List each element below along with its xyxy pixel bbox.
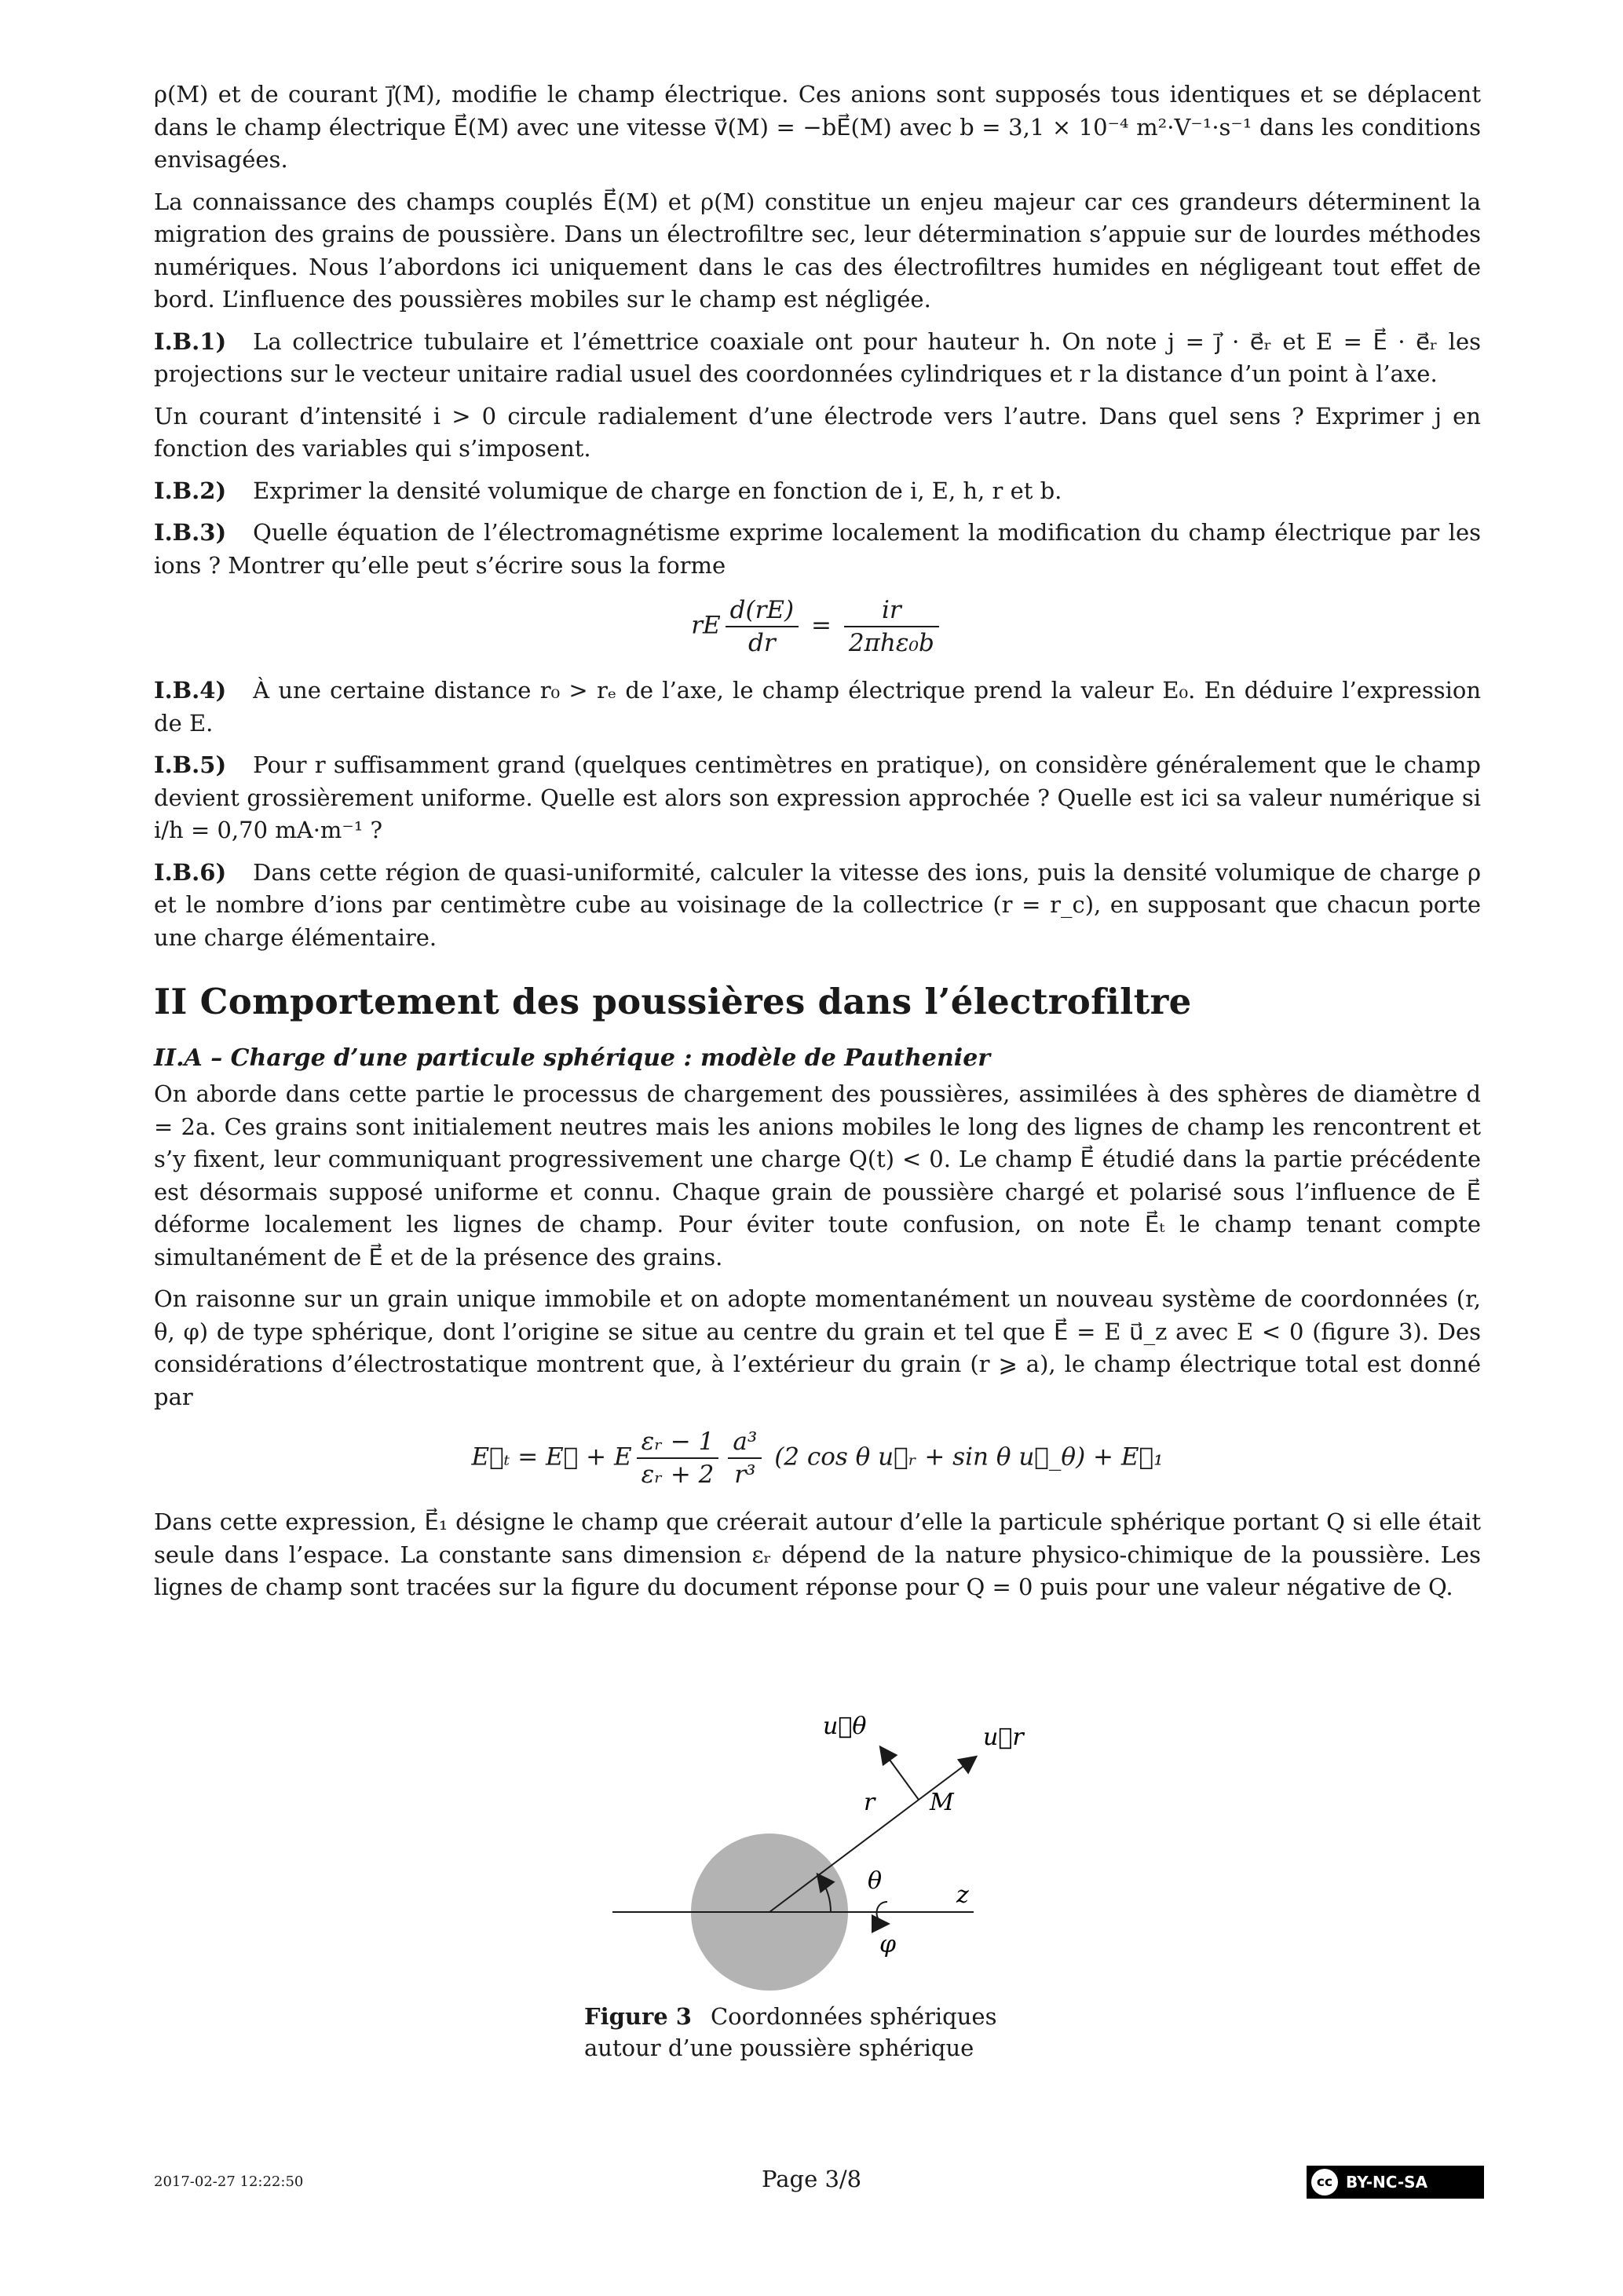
question-ib6: [154, 857, 1481, 955]
question-text: Quelle équation de l’électromagnétisme exprime localement la modification du champ électrique par les ions ? Montrer qu’elle peut s’écrire sous la forme: [154, 519, 1481, 579]
question-ib1: [154, 326, 1481, 391]
label-u-theta: u⃗θ: [823, 1713, 867, 1740]
label-theta: θ: [868, 1867, 883, 1895]
paragraph-iia-2: On raisonne sur un grain unique immobile et on adopte momentanément un nouveau système de coordonnées (r, θ, φ) de type sphérique, dont l’origine se situe au centre du grain et tel que E⃗ = E u⃗_z avec E < 0 (figure 3). Des considérations d’électrostatique montrent que, à l’extérieur du grain (r ⩾ a), le champ électrique total est donné par: [154, 1285, 1481, 1410]
equation-fraction: [844, 596, 939, 657]
section-title: II Comportement des poussières dans l’électrofiltre: [154, 981, 1192, 1022]
subsection-title: II.A – Charge d’une particule sphérique : modèle de Pauthenier: [154, 1044, 991, 1072]
label-phi: φ: [879, 1931, 897, 1958]
paragraph-iia-1: On aborde dans cette partie le processus de chargement des poussières, assimilées à des sphères de diamètre d = 2a. Ces grains sont initialement neutres mais les anions mobiles le long des lignes de champ les rencontrent et s’y fixent, leur communiquant progressivement une charge Q(t) < 0. Le champ E⃗ étudié dans la partie précédente est désormais supposé uniforme et connu. Chaque grain de poussière chargé et polarisé sous l’influence de E⃗ déforme localement les lignes de champ. Pour éviter toute confusion, on note E⃗ₜ le champ tenant compte simultanément de E⃗ et de la présence des grains.: [154, 1080, 1481, 1270]
question-text: La collectrice tubulaire et l’émettrice coaxiale ont pour hauteur h. On note j = j⃗ · e⃗ᵣ et E = E⃗ · e⃗ᵣ les projections sur le vecteur unitaire radial usuel des coordonnées cylindriques et r la distance d’un point à l’axe.: [154, 327, 1481, 387]
label-M: M: [930, 1789, 954, 1816]
page-content: [154, 79, 1481, 1614]
paragraph-intro-2: La connaissance des champs couplés E⃗(M) et ρ(M) constitue un enjeu majeur car ces grandeurs déterminent la migration des grains de poussière. Dans un électrofiltre sec, leur détermination s’appuie sur de lourdes méthodes numériques. Nous l’abordons ici uniquement dans le cas des électrofiltres humides en négligeant tout effet de bord. L’influence des poussières mobiles sur le champ est négligée.: [154, 188, 1481, 313]
footer-page-number: Page 3/8: [762, 2166, 862, 2192]
question-label: I.B.1): [154, 327, 227, 355]
equation-term: rE: [691, 611, 721, 640]
caption-label: Figure 3: [584, 2003, 692, 2030]
paragraph-intro-1: ρ(M) et de courant j⃗(M), modifie le champ électrique. Ces anions sont supposés tous identiques et se déplacent dans le champ électrique E⃗(M) avec une vitesse v⃗(M) = −bE⃗(M) avec b = 3,1 × 10⁻⁴ m²·V⁻¹·s⁻¹ dans les conditions envisagées.: [154, 81, 1481, 173]
equation-fraction: [726, 596, 799, 657]
question-text: Pour r suffisamment grand (quelques centimètres en pratique), on considère généralement que le champ devient grossièrement uniforme. Quelle est alors son expression approchée ? Quelle est ici sa valeur numérique si i/h = 0,70 mA·m⁻¹ ?: [154, 751, 1481, 843]
question-ib1-continued: Un courant d’intensité i > 0 circule radialement d’une électrode vers l’autre. Dans quel sens ? Exprimer j en fonction des variables qui s’imposent.: [154, 402, 1481, 462]
footer-timestamp: 2017-02-27 12:22:50: [154, 2174, 304, 2190]
fraction-numerator: εᵣ − 1: [637, 1428, 719, 1459]
question-label: I.B.2): [154, 477, 227, 504]
question-label: I.B.4): [154, 677, 227, 704]
figure-caption: [584, 2001, 1071, 2064]
question-ib5: [154, 749, 1481, 847]
cc-icon: cc: [1311, 2169, 1338, 2195]
question-ib4: [154, 675, 1481, 740]
equation-fraction: [637, 1428, 719, 1489]
question-ib3: [154, 517, 1481, 582]
question-label: I.B.6): [154, 858, 227, 886]
label-z: z: [956, 1881, 969, 1909]
question-text: À une certaine distance r₀ > rₑ de l’axe, le champ électrique prend la valeur E₀. En déduire l’expression de E.: [154, 677, 1481, 737]
equation-1: [154, 596, 1481, 657]
equation-equals: =: [810, 611, 832, 640]
fraction-numerator: ir: [844, 596, 939, 627]
question-label: I.B.5): [154, 751, 227, 778]
fraction-denominator: 2πhε₀b: [848, 629, 934, 657]
label-u-r: u⃗r: [983, 1724, 1024, 1751]
fraction-denominator: r³: [734, 1461, 756, 1489]
fraction-numerator: a³: [728, 1428, 762, 1459]
caption-text: Coordonnées sphériques autour d’une poussière sphérique: [584, 2003, 997, 2061]
license-badge: [1307, 2166, 1484, 2199]
question-label: I.B.3): [154, 519, 227, 546]
fraction-denominator: dr: [748, 629, 776, 657]
question-text: Exprimer la densité volumique de charge en fonction de i, E, h, r et b.: [253, 477, 1062, 504]
equation-term: E⃗ₜ = E⃗ + E: [471, 1442, 632, 1472]
paragraph-iia-3: Dans cette expression, E⃗₁ désigne le champ que créerait autour d’elle la particule sphérique portant Q si elle était seule dans l’espace. La constante sans dimension εᵣ dépend de la nature physico-chimique de la poussière. Les lignes de champ sont tracées sur la figure du document réponse pour Q = 0 puis pour une valeur négative de Q.: [154, 1508, 1481, 1600]
fraction-denominator: εᵣ + 2: [641, 1461, 715, 1489]
equation-2: [154, 1428, 1481, 1489]
equation-fraction: [728, 1428, 762, 1489]
equation-term: (2 cos θ u⃗ᵣ + sin θ u⃗_θ) + E⃗₁: [774, 1442, 1164, 1472]
license-text: BY-NC-SA: [1346, 2173, 1428, 2192]
question-text: Dans cette région de quasi-uniformité, calculer la vitesse des ions, puis la densité volumique de charge ρ et le nombre d’ions par centimètre cube au voisinage de la collectrice (r = r_c), en supposant que chacun porte une charge élémentaire.: [154, 858, 1481, 951]
u-theta-arrow: [881, 1748, 919, 1800]
figure-3-diagram: [581, 1696, 1068, 2026]
question-ib2: [154, 475, 1481, 508]
label-r: r: [864, 1789, 875, 1816]
fraction-numerator: d(rE): [726, 596, 799, 627]
